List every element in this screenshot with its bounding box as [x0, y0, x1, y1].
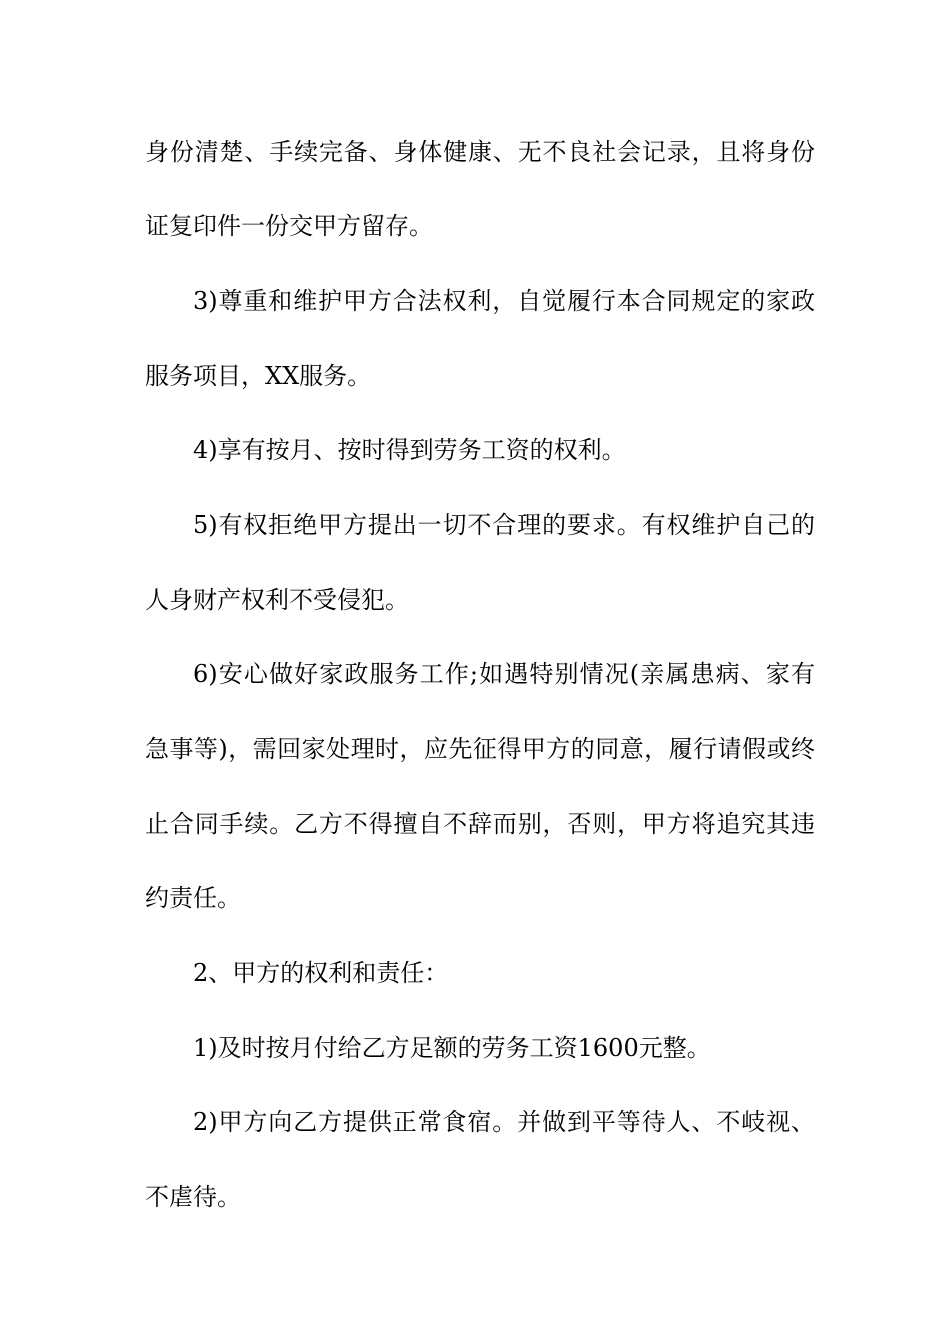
text-line: 约责任。 [145, 884, 241, 912]
text-line: 身份清楚、手续完备、身体健康、无不良社会记录，且将身份 [145, 138, 815, 166]
text-line: 5)有权拒绝甲方提出一切不合理的要求。有权维护自己的 [193, 511, 815, 539]
text-line: 止合同手续。乙方不得擅自不辞而别，否则，甲方将追究其违 [145, 810, 815, 838]
text-line: 急事等)，需回家处理时，应先征得甲方的同意，履行请假或终 [145, 735, 815, 763]
text-line: 服务项目，XX服务。 [145, 362, 372, 390]
section-heading: 2、甲方的权利和责任： [193, 959, 449, 987]
text-line: 2)甲方向乙方提供正常食宿。并做到平等待人、不岐视、 [193, 1108, 815, 1136]
text-line: 人身财产权利不受侵犯。 [145, 586, 409, 614]
text-line: 3)尊重和维护甲方合法权利，自觉履行本合同规定的家政 [193, 287, 815, 315]
text-line: 证复印件一份交甲方留存。 [145, 212, 433, 240]
text-line: 不虐待。 [145, 1183, 241, 1211]
text-line: 1)及时按月付给乙方足额的劳务工资1600元整。 [193, 1034, 711, 1062]
text-line: 4)享有按月、按时得到劳务工资的权利。 [193, 436, 626, 464]
text-line: 6)安心做好家政服务工作;如遇特别情况(亲属患病、家有 [193, 660, 815, 688]
